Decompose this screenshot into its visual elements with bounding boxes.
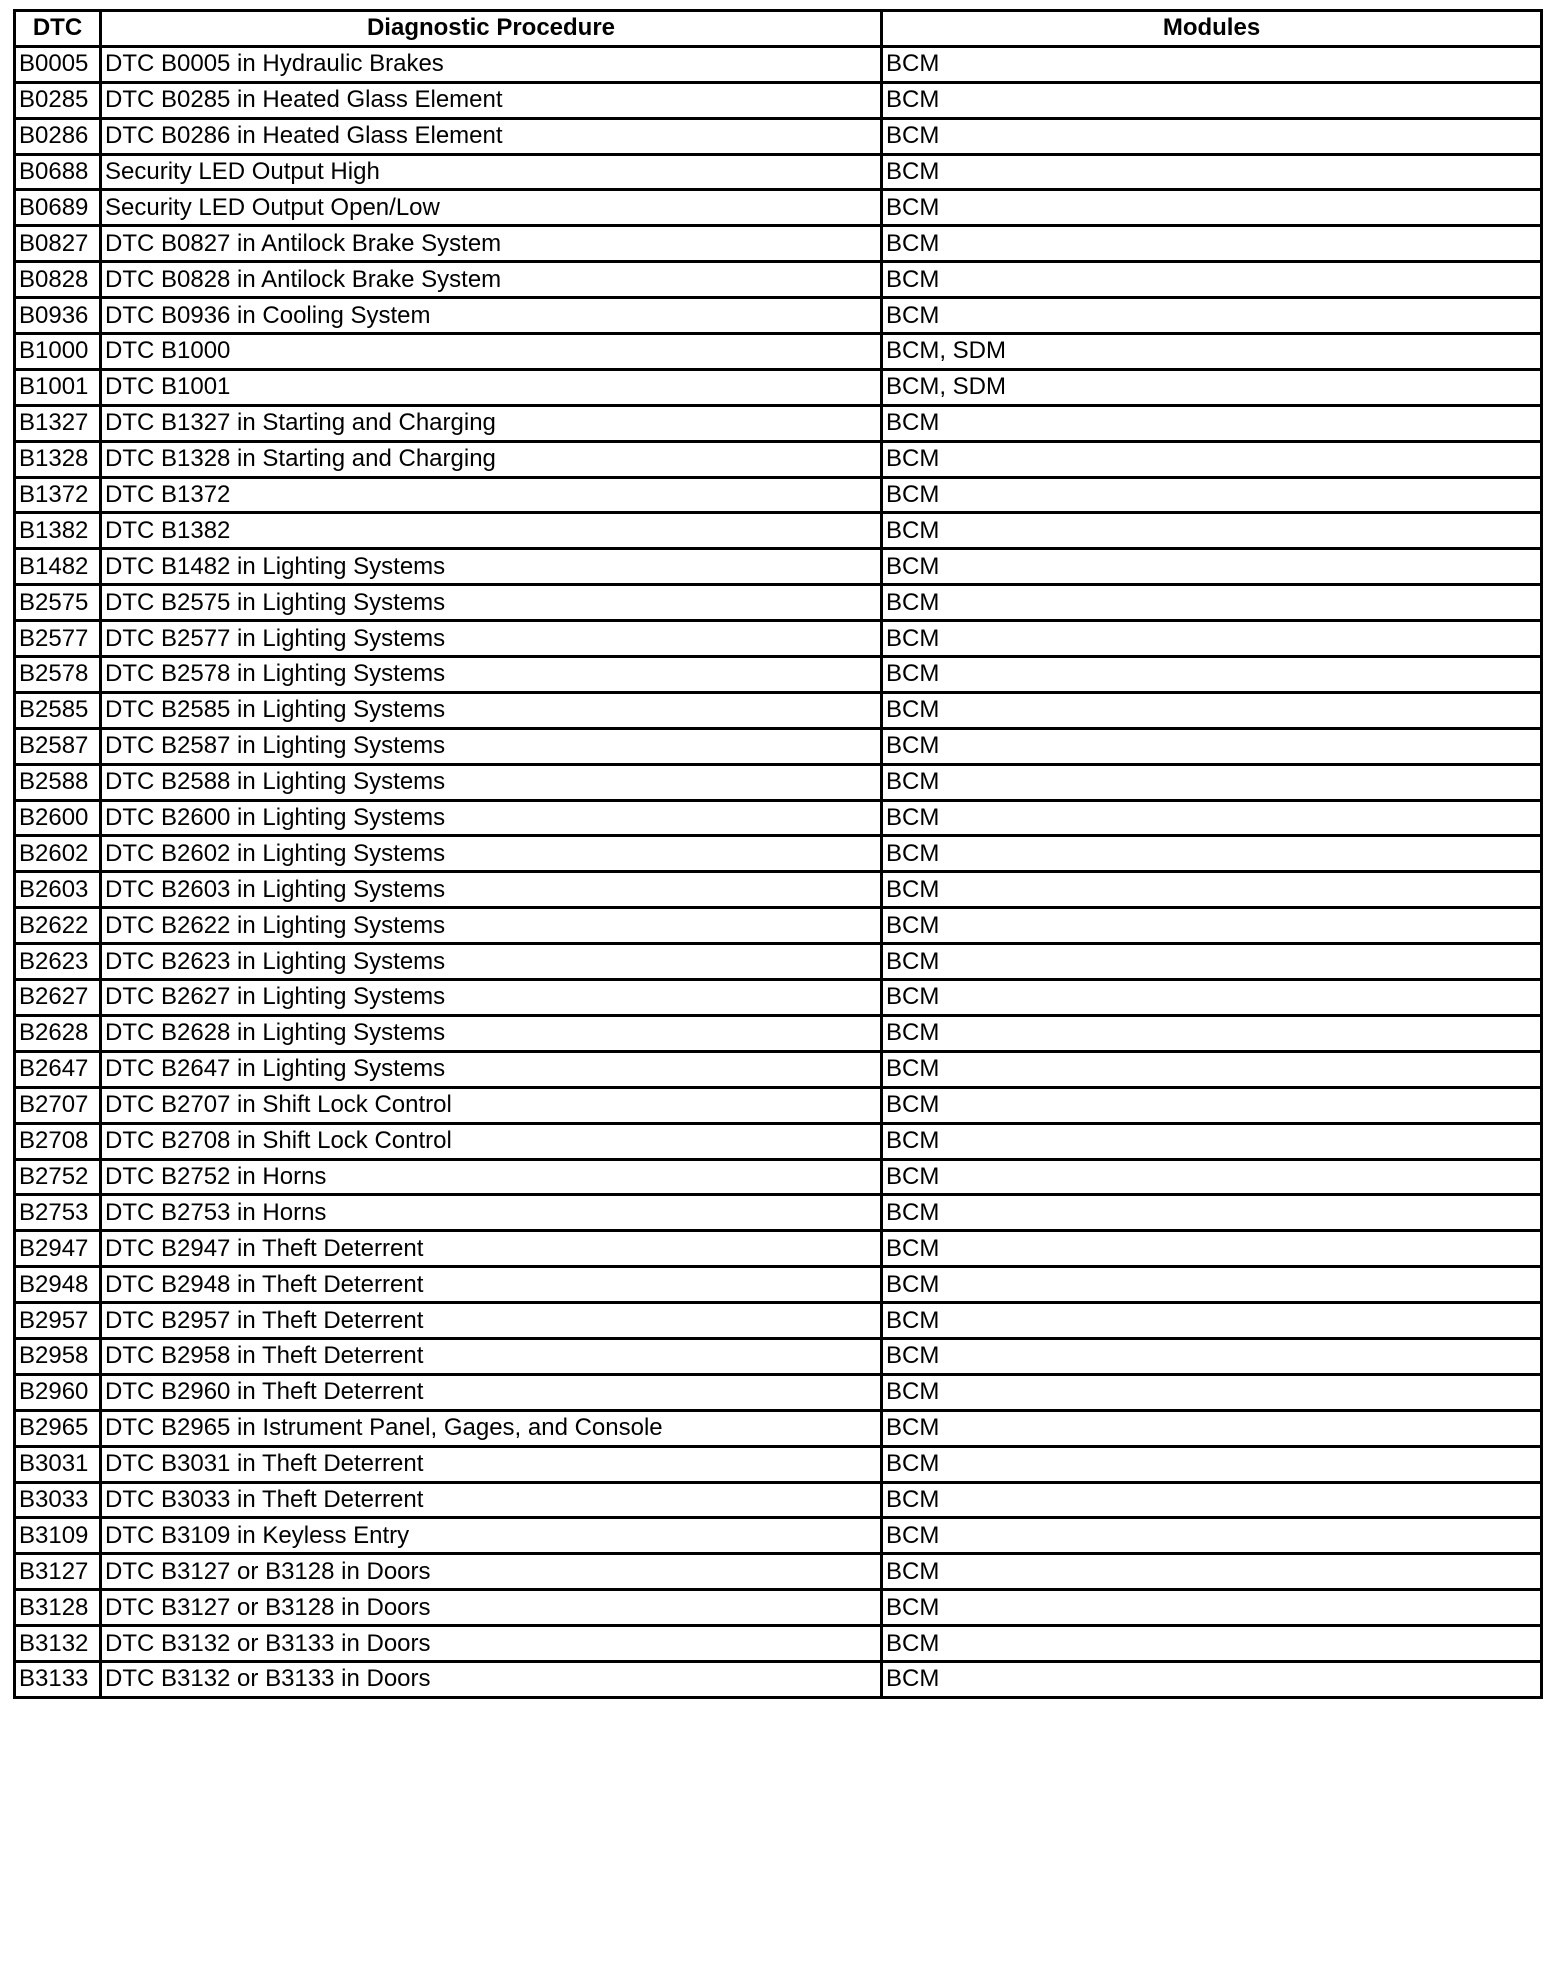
- modules-cell: BCM: [882, 1195, 1542, 1231]
- dtc-code-cell: B2603: [15, 872, 101, 908]
- diagnostic-procedure-cell: DTC B1328 in Starting and Charging: [101, 441, 882, 477]
- modules-cell: BCM: [882, 1015, 1542, 1051]
- modules-cell: BCM: [882, 1626, 1542, 1662]
- diagnostic-procedure-cell: DTC B2578 in Lighting Systems: [101, 657, 882, 693]
- dtc-code-cell: B3132: [15, 1626, 101, 1662]
- table-row: [15, 1267, 1542, 1303]
- table-row: [15, 549, 1542, 585]
- diagnostic-procedure-cell: DTC B3109 in Keyless Entry: [101, 1518, 882, 1554]
- diagnostic-procedure-cell: DTC B0285 in Heated Glass Element: [101, 82, 882, 118]
- diagnostic-procedure-cell: DTC B0827 in Antilock Brake System: [101, 226, 882, 262]
- modules-cell: BCM: [882, 441, 1542, 477]
- dtc-code-cell: B2587: [15, 728, 101, 764]
- dtc-code-cell: B2957: [15, 1303, 101, 1339]
- diagnostic-procedure-cell: DTC B2957 in Theft Deterrent: [101, 1303, 882, 1339]
- table-row: [15, 477, 1542, 513]
- table-row: [15, 800, 1542, 836]
- table-row: [15, 46, 1542, 82]
- table-row: [15, 1087, 1542, 1123]
- dtc-code-cell: B2947: [15, 1231, 101, 1267]
- modules-cell: BCM: [882, 82, 1542, 118]
- dtc-code-cell: B0285: [15, 82, 101, 118]
- diagnostic-procedure-cell: DTC B0936 in Cooling System: [101, 298, 882, 334]
- table-row: [15, 1410, 1542, 1446]
- modules-cell: BCM: [882, 1661, 1542, 1697]
- modules-cell: BCM, SDM: [882, 334, 1542, 370]
- table-row: [15, 513, 1542, 549]
- table-row: [15, 1446, 1542, 1482]
- dtc-code-cell: B2628: [15, 1015, 101, 1051]
- diagnostic-procedure-cell: DTC B2960 in Theft Deterrent: [101, 1374, 882, 1410]
- table-row: [15, 980, 1542, 1016]
- diagnostic-procedure-cell: DTC B3033 in Theft Deterrent: [101, 1482, 882, 1518]
- diagnostic-procedure-cell: Security LED Output High: [101, 154, 882, 190]
- table-row: [15, 908, 1542, 944]
- diagnostic-procedure-cell: DTC B1001: [101, 369, 882, 405]
- dtc-code-cell: B2578: [15, 657, 101, 693]
- diagnostic-procedure-cell: DTC B2575 in Lighting Systems: [101, 585, 882, 621]
- modules-cell: BCM: [882, 1482, 1542, 1518]
- modules-cell: BCM: [882, 154, 1542, 190]
- dtc-code-cell: B2948: [15, 1267, 101, 1303]
- modules-cell: BCM: [882, 908, 1542, 944]
- table-row: [15, 944, 1542, 980]
- dtc-code-cell: B2585: [15, 692, 101, 728]
- dtc-code-cell: B2575: [15, 585, 101, 621]
- dtc-table: [13, 9, 1543, 1699]
- table-row: [15, 1051, 1542, 1087]
- dtc-code-cell: B3033: [15, 1482, 101, 1518]
- dtc-code-cell: B2577: [15, 621, 101, 657]
- diagnostic-procedure-cell: DTC B2947 in Theft Deterrent: [101, 1231, 882, 1267]
- table-row: [15, 1123, 1542, 1159]
- table-row: [15, 226, 1542, 262]
- header-row: [15, 11, 1542, 47]
- diagnostic-procedure-cell: Security LED Output Open/Low: [101, 190, 882, 226]
- diagnostic-procedure-cell: DTC B2753 in Horns: [101, 1195, 882, 1231]
- diagnostic-procedure-cell: DTC B0286 in Heated Glass Element: [101, 118, 882, 154]
- modules-cell: BCM: [882, 1554, 1542, 1590]
- modules-cell: BCM: [882, 764, 1542, 800]
- table-body: [15, 46, 1542, 1697]
- diagnostic-procedure-cell: DTC B3132 or B3133 in Doors: [101, 1661, 882, 1697]
- dtc-code-cell: B1001: [15, 369, 101, 405]
- dtc-code-cell: B0689: [15, 190, 101, 226]
- table-row: [15, 1661, 1542, 1697]
- modules-cell: BCM: [882, 1123, 1542, 1159]
- modules-cell: BCM: [882, 1410, 1542, 1446]
- dtc-code-cell: B0828: [15, 262, 101, 298]
- dtc-code-cell: B2623: [15, 944, 101, 980]
- modules-cell: BCM: [882, 477, 1542, 513]
- modules-cell: BCM: [882, 298, 1542, 334]
- modules-cell: BCM: [882, 728, 1542, 764]
- dtc-code-cell: B3133: [15, 1661, 101, 1697]
- diagnostic-procedure-cell: DTC B1382: [101, 513, 882, 549]
- dtc-code-cell: B2960: [15, 1374, 101, 1410]
- dtc-code-cell: B0286: [15, 118, 101, 154]
- dtc-code-cell: B1328: [15, 441, 101, 477]
- modules-cell: BCM: [882, 405, 1542, 441]
- table-row: [15, 1015, 1542, 1051]
- modules-cell: BCM: [882, 118, 1542, 154]
- dtc-code-cell: B2647: [15, 1051, 101, 1087]
- diagnostic-procedure-cell: DTC B2585 in Lighting Systems: [101, 692, 882, 728]
- modules-cell: BCM: [882, 1374, 1542, 1410]
- table-row: [15, 369, 1542, 405]
- table-row: [15, 872, 1542, 908]
- table-row: [15, 621, 1542, 657]
- table-row: [15, 1159, 1542, 1195]
- dtc-code-cell: B1372: [15, 477, 101, 513]
- modules-cell: BCM: [882, 692, 1542, 728]
- table-row: [15, 334, 1542, 370]
- table-row: [15, 118, 1542, 154]
- diagnostic-procedure-cell: DTC B1000: [101, 334, 882, 370]
- dtc-code-cell: B0688: [15, 154, 101, 190]
- modules-cell: BCM: [882, 836, 1542, 872]
- table-row: [15, 441, 1542, 477]
- modules-cell: BCM: [882, 226, 1542, 262]
- dtc-code-cell: B0827: [15, 226, 101, 262]
- diagnostic-procedure-cell: DTC B1482 in Lighting Systems: [101, 549, 882, 585]
- dtc-code-cell: B2965: [15, 1410, 101, 1446]
- modules-cell: BCM: [882, 1446, 1542, 1482]
- diagnostic-procedure-cell: DTC B2602 in Lighting Systems: [101, 836, 882, 872]
- column-header-diagnostic-procedure: Diagnostic Procedure: [101, 11, 882, 47]
- diagnostic-procedure-cell: DTC B2623 in Lighting Systems: [101, 944, 882, 980]
- diagnostic-procedure-cell: DTC B3127 or B3128 in Doors: [101, 1554, 882, 1590]
- dtc-code-cell: B2752: [15, 1159, 101, 1195]
- table-row: [15, 82, 1542, 118]
- modules-cell: BCM: [882, 944, 1542, 980]
- diagnostic-procedure-cell: DTC B2647 in Lighting Systems: [101, 1051, 882, 1087]
- modules-cell: BCM: [882, 1159, 1542, 1195]
- diagnostic-procedure-cell: DTC B2588 in Lighting Systems: [101, 764, 882, 800]
- dtc-code-cell: B1000: [15, 334, 101, 370]
- diagnostic-procedure-cell: DTC B2603 in Lighting Systems: [101, 872, 882, 908]
- table-row: [15, 1231, 1542, 1267]
- modules-cell: BCM: [882, 1267, 1542, 1303]
- modules-cell: BCM: [882, 1590, 1542, 1626]
- modules-cell: BCM, SDM: [882, 369, 1542, 405]
- diagnostic-procedure-cell: DTC B1327 in Starting and Charging: [101, 405, 882, 441]
- table-row: [15, 405, 1542, 441]
- table-row: [15, 1338, 1542, 1374]
- diagnostic-procedure-cell: DTC B1372: [101, 477, 882, 513]
- table-row: [15, 298, 1542, 334]
- diagnostic-procedure-cell: DTC B0828 in Antilock Brake System: [101, 262, 882, 298]
- diagnostic-procedure-cell: DTC B2622 in Lighting Systems: [101, 908, 882, 944]
- table-row: [15, 836, 1542, 872]
- diagnostic-procedure-cell: DTC B2708 in Shift Lock Control: [101, 1123, 882, 1159]
- table-row: [15, 262, 1542, 298]
- dtc-code-cell: B0005: [15, 46, 101, 82]
- diagnostic-procedure-cell: DTC B2600 in Lighting Systems: [101, 800, 882, 836]
- table-row: [15, 692, 1542, 728]
- dtc-code-cell: B2708: [15, 1123, 101, 1159]
- modules-cell: BCM: [882, 585, 1542, 621]
- modules-cell: BCM: [882, 262, 1542, 298]
- modules-cell: BCM: [882, 621, 1542, 657]
- dtc-code-cell: B2602: [15, 836, 101, 872]
- table-row: [15, 1195, 1542, 1231]
- table-row: [15, 585, 1542, 621]
- modules-cell: BCM: [882, 1051, 1542, 1087]
- modules-cell: BCM: [882, 1518, 1542, 1554]
- dtc-code-cell: B3127: [15, 1554, 101, 1590]
- dtc-code-cell: B2600: [15, 800, 101, 836]
- diagnostic-procedure-cell: DTC B3127 or B3128 in Doors: [101, 1590, 882, 1626]
- modules-cell: BCM: [882, 1303, 1542, 1339]
- diagnostic-procedure-cell: DTC B2628 in Lighting Systems: [101, 1015, 882, 1051]
- modules-cell: BCM: [882, 1231, 1542, 1267]
- table-row: [15, 657, 1542, 693]
- table-row: [15, 1374, 1542, 1410]
- diagnostic-procedure-cell: DTC B0005 in Hydraulic Brakes: [101, 46, 882, 82]
- diagnostic-procedure-cell: DTC B2948 in Theft Deterrent: [101, 1267, 882, 1303]
- dtc-code-cell: B3128: [15, 1590, 101, 1626]
- diagnostic-procedure-cell: DTC B2587 in Lighting Systems: [101, 728, 882, 764]
- modules-cell: BCM: [882, 980, 1542, 1016]
- modules-cell: BCM: [882, 800, 1542, 836]
- modules-cell: BCM: [882, 1087, 1542, 1123]
- dtc-code-cell: B2588: [15, 764, 101, 800]
- dtc-code-cell: B1482: [15, 549, 101, 585]
- diagnostic-procedure-cell: DTC B2752 in Horns: [101, 1159, 882, 1195]
- dtc-code-cell: B1382: [15, 513, 101, 549]
- dtc-code-cell: B0936: [15, 298, 101, 334]
- table-row: [15, 1482, 1542, 1518]
- modules-cell: BCM: [882, 1338, 1542, 1374]
- dtc-code-cell: B3109: [15, 1518, 101, 1554]
- diagnostic-procedure-cell: DTC B2577 in Lighting Systems: [101, 621, 882, 657]
- column-header-dtc: DTC: [15, 11, 101, 47]
- dtc-code-cell: B2622: [15, 908, 101, 944]
- diagnostic-procedure-cell: DTC B2707 in Shift Lock Control: [101, 1087, 882, 1123]
- table-row: [15, 764, 1542, 800]
- modules-cell: BCM: [882, 190, 1542, 226]
- modules-cell: BCM: [882, 46, 1542, 82]
- modules-cell: BCM: [882, 549, 1542, 585]
- diagnostic-procedure-cell: DTC B3031 in Theft Deterrent: [101, 1446, 882, 1482]
- table-row: [15, 1590, 1542, 1626]
- table-row: [15, 154, 1542, 190]
- modules-cell: BCM: [882, 657, 1542, 693]
- table-row: [15, 1554, 1542, 1590]
- modules-cell: BCM: [882, 513, 1542, 549]
- dtc-code-cell: B2707: [15, 1087, 101, 1123]
- dtc-code-cell: B3031: [15, 1446, 101, 1482]
- table-row: [15, 190, 1542, 226]
- modules-cell: BCM: [882, 872, 1542, 908]
- diagnostic-procedure-cell: DTC B2627 in Lighting Systems: [101, 980, 882, 1016]
- table-row: [15, 1518, 1542, 1554]
- diagnostic-procedure-cell: DTC B2958 in Theft Deterrent: [101, 1338, 882, 1374]
- column-header-modules: Modules: [882, 11, 1542, 47]
- dtc-code-cell: B1327: [15, 405, 101, 441]
- dtc-code-cell: B2958: [15, 1338, 101, 1374]
- dtc-code-cell: B2753: [15, 1195, 101, 1231]
- dtc-code-cell: B2627: [15, 980, 101, 1016]
- table-row: [15, 1303, 1542, 1339]
- table-row: [15, 1626, 1542, 1662]
- diagnostic-procedure-cell: DTC B3132 or B3133 in Doors: [101, 1626, 882, 1662]
- table-row: [15, 728, 1542, 764]
- diagnostic-procedure-cell: DTC B2965 in Istrument Panel, Gages, and Console: [101, 1410, 882, 1446]
